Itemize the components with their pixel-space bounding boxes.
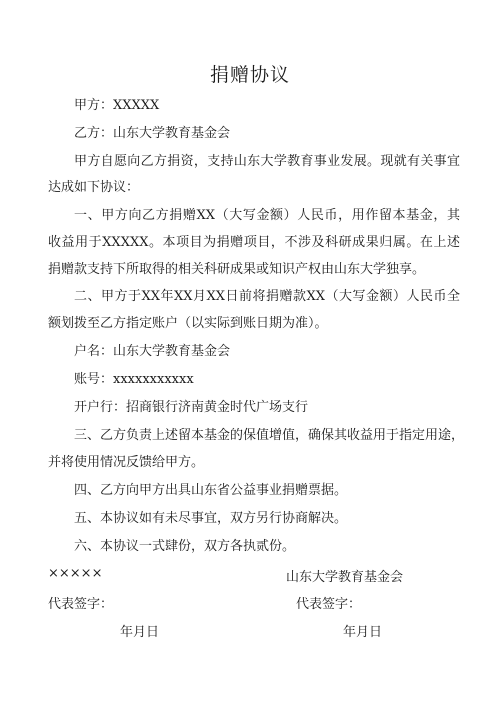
signature-party-b: 山东大学教育基金会 [286, 570, 404, 585]
account-number: 账号：xxxxxxxxxxx [74, 372, 194, 387]
representative-sign-a: 代表签字： [48, 597, 114, 612]
date-b: 年月日 [343, 625, 383, 640]
clause4: 四、乙方向甲方出具山东省公益事业捐赠票据。 [74, 483, 348, 498]
account-bank: 开户行：招商银行济南黄金时代广场支行 [74, 400, 309, 415]
clause3-line-1: 三、乙方负责上述留本基金的保值增值，确保其收益用于指定用途， [74, 428, 465, 443]
intro-line-1: 甲方自愿向乙方捐资，支持山东大学教育事业发展。现就有关事宜 [74, 154, 460, 169]
clause6: 六、本协议一式肆份，双方各执贰份。 [74, 539, 296, 554]
clause3-line-2: 并将使用情况反馈给甲方。 [48, 455, 205, 470]
account-name: 户名：山东大学教育基金会 [74, 344, 231, 359]
clause2-line-1: 二、甲方于XX年XX月XX日前将捐赠款XX（大写金额）人民币全 [74, 289, 460, 304]
clause1-line-2: 收益用于XXXXX。本项目为捐赠项目，不涉及科研成果归属。在上述 [48, 235, 460, 250]
clause2-line-2: 额划拨至乙方指定账户（以实际到账日期为准）。 [48, 316, 328, 331]
party-b: 乙方：山东大学教育基金会 [74, 126, 231, 141]
clause5: 五、本协议如有未尽事宜，双方另行协商解决。 [74, 511, 348, 526]
party-a: 甲方：XXXXX [74, 98, 160, 113]
signature-party-a: ××××× [48, 566, 103, 581]
date-a: 年月日 [120, 625, 160, 640]
intro-line-2: 达成如下协议： [48, 180, 140, 195]
representative-sign-b: 代表签字： [296, 597, 362, 612]
document-title: 捐赠协议 [209, 64, 290, 86]
clause1-line-3: 捐赠款支持下所取得的相关科研成果或知识产权由山东大学独享。 [48, 262, 426, 277]
clause1-line-1: 一、甲方向乙方捐赠XX（大写金额）人民币，用作留本基金，其 [74, 208, 460, 223]
